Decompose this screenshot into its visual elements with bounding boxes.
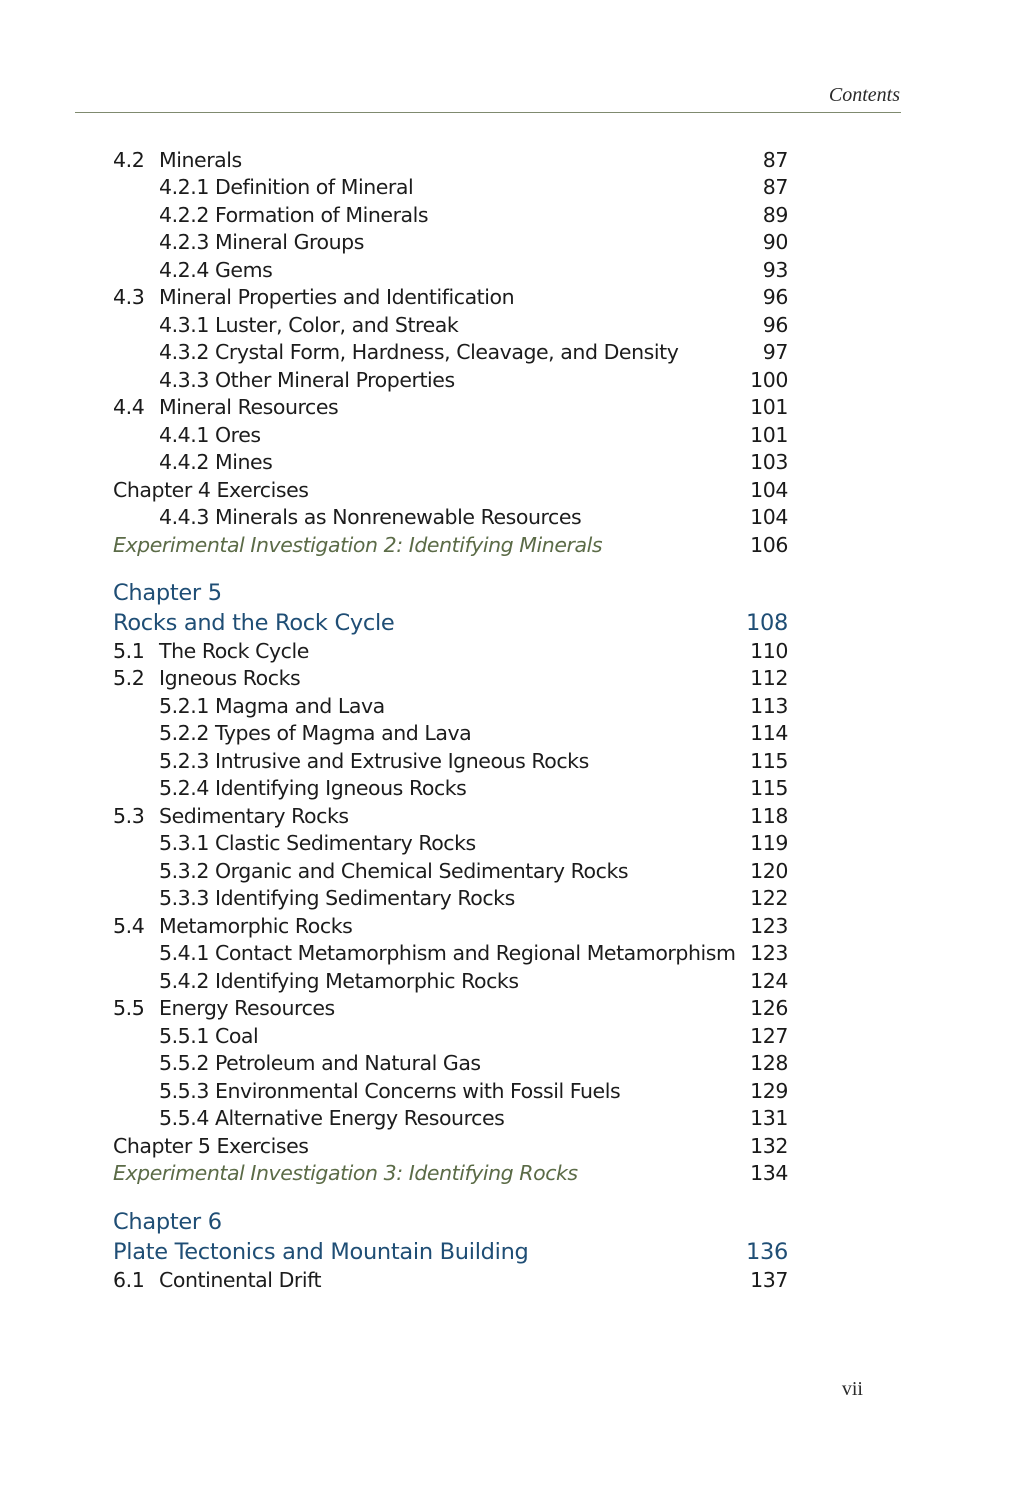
toc-page-number: 115	[750, 776, 788, 800]
toc-entry	[0, 995, 1013, 1021]
toc-entry-title: 5.2.3 Intrusive and Extrusive Igneous Rocks	[159, 749, 589, 773]
toc-page-number: 108	[745, 610, 788, 636]
toc-entry	[0, 968, 1013, 994]
toc-entry	[0, 284, 1013, 310]
toc-entry	[0, 1267, 1013, 1293]
toc-entry	[0, 638, 1013, 664]
toc-section-number: 4.3	[113, 285, 145, 309]
toc-page-number: 97	[762, 340, 788, 364]
toc-page-number: 96	[762, 313, 788, 337]
toc-entry-title: 4.2.2 Formation of Minerals	[159, 203, 429, 227]
toc-entry	[0, 504, 1013, 530]
toc-entry-title: 5.5.3 Environmental Concerns with Fossil Fuels	[159, 1079, 621, 1103]
toc-entry	[0, 885, 1013, 911]
toc-entry	[0, 580, 1013, 606]
toc-entry	[0, 532, 1013, 558]
toc-section-number: 6.1	[113, 1268, 145, 1292]
toc-page-number: 119	[750, 831, 788, 855]
toc-page-number: 103	[750, 450, 788, 474]
toc-entry	[0, 1050, 1013, 1076]
toc-entry	[0, 339, 1013, 365]
toc-entry	[0, 477, 1013, 503]
toc-entry-title: 4.2.4 Gems	[159, 258, 273, 282]
toc-entry	[0, 1078, 1013, 1104]
toc-section-number: 5.3	[113, 804, 145, 828]
toc-entry	[0, 1105, 1013, 1131]
toc-page-number: 106	[750, 533, 788, 557]
toc-page-number: 122	[750, 886, 788, 910]
toc-entry	[0, 229, 1013, 255]
toc-page-number: 87	[762, 148, 788, 172]
toc-entry	[0, 367, 1013, 393]
toc-entry-title: 5.2.4 Identifying Igneous Rocks	[159, 776, 467, 800]
toc-section-number: 4.2	[113, 148, 145, 172]
toc-page-number: 89	[762, 203, 788, 227]
toc-entry	[0, 720, 1013, 746]
toc-entry-title: Chapter 5	[113, 580, 222, 606]
toc-entry-title: 5.3.2 Organic and Chemical Sedimentary Rocks	[159, 859, 629, 883]
toc-entry-title: 5.5.1 Coal	[159, 1024, 259, 1048]
toc-entry-title: Chapter 4 Exercises	[113, 478, 309, 502]
toc-entry	[0, 913, 1013, 939]
toc-entry	[0, 147, 1013, 173]
toc-entry-title: 5.2.1 Magma and Lava	[159, 694, 385, 718]
toc-entry	[0, 422, 1013, 448]
toc-page-number: 126	[750, 996, 788, 1020]
toc-page-number: 134	[750, 1161, 788, 1185]
toc-page-number: 131	[750, 1106, 788, 1130]
toc-entry	[0, 202, 1013, 228]
toc-entry-title: Continental Drift	[159, 1268, 322, 1292]
toc-entry-title: Metamorphic Rocks	[159, 914, 353, 938]
toc-entry	[0, 312, 1013, 338]
toc-page-number: 123	[750, 914, 788, 938]
toc-entry-title: Rocks and the Rock Cycle	[113, 610, 395, 636]
toc-entry-title: 5.3.1 Clastic Sedimentary Rocks	[159, 831, 476, 855]
toc-entry	[0, 858, 1013, 884]
toc-entry-title: 4.4.1 Ores	[159, 423, 261, 447]
toc-page-number: 93	[762, 258, 788, 282]
toc-section-number: 5.2	[113, 666, 145, 690]
toc-section-number: 5.4	[113, 914, 145, 938]
toc-entry-title: 5.3.3 Identifying Sedimentary Rocks	[159, 886, 515, 910]
toc-entry	[0, 1023, 1013, 1049]
toc-entry-title: 5.2.2 Types of Magma and Lava	[159, 721, 472, 745]
toc-entry-title: Plate Tectonics and Mountain Building	[113, 1239, 529, 1265]
toc-entry	[0, 665, 1013, 691]
toc-page-number: 124	[750, 969, 788, 993]
toc-entry-title: Igneous Rocks	[159, 666, 301, 690]
toc-page-number: 96	[762, 285, 788, 309]
toc-entry-title: Mineral Resources	[159, 395, 339, 419]
toc-page-number: 120	[750, 859, 788, 883]
toc-entry-title: Chapter 6	[113, 1209, 222, 1235]
running-head: Contents	[828, 84, 900, 106]
toc-entry	[0, 1239, 1013, 1265]
toc-entry-title: 4.4.2 Mines	[159, 450, 273, 474]
toc-page-number: 113	[750, 694, 788, 718]
toc-entry	[0, 693, 1013, 719]
toc-section-number: 5.5	[113, 996, 145, 1020]
page-number: vii	[841, 1378, 863, 1400]
toc-entry-title: Energy Resources	[159, 996, 335, 1020]
toc-entry	[0, 1160, 1013, 1186]
toc-page-number: 112	[750, 666, 788, 690]
toc-section-number: 5.1	[113, 639, 145, 663]
toc-entry-title: Experimental Investigation 3: Identifying Rocks	[113, 1161, 578, 1185]
toc-entry-title: Mineral Properties and Identification	[159, 285, 515, 309]
toc-entry-title: Minerals	[159, 148, 242, 172]
toc-entry-title: 5.5.2 Petroleum and Natural Gas	[159, 1051, 481, 1075]
toc-entry-title: 4.3.3 Other Mineral Properties	[159, 368, 455, 392]
toc-entry	[0, 803, 1013, 829]
toc-page-number: 128	[750, 1051, 788, 1075]
toc-entry	[0, 748, 1013, 774]
toc-entry	[0, 830, 1013, 856]
toc-entry-title: 5.5.4 Alternative Energy Resources	[159, 1106, 505, 1130]
toc-entry	[0, 174, 1013, 200]
toc-entry-title: 4.3.1 Luster, Color, and Streak	[159, 313, 459, 337]
toc-page-number: 136	[745, 1239, 788, 1265]
toc-page-number: 104	[750, 478, 788, 502]
toc-entry	[0, 610, 1013, 636]
toc-entry-title: 4.2.3 Mineral Groups	[159, 230, 364, 254]
toc-entry	[0, 775, 1013, 801]
toc-section-number: 4.4	[113, 395, 145, 419]
toc-page-number: 114	[750, 721, 788, 745]
toc-page-number: 90	[762, 230, 788, 254]
toc-entry	[0, 1209, 1013, 1235]
toc-page-number: 110	[750, 639, 788, 663]
toc-entry-title: 4.4.3 Minerals as Nonrenewable Resources	[159, 505, 582, 529]
toc-page-number: 129	[750, 1079, 788, 1103]
toc-page-number: 115	[750, 749, 788, 773]
toc-page-number: 104	[750, 505, 788, 529]
toc-entry	[0, 1133, 1013, 1159]
toc-entry-title: The Rock Cycle	[159, 639, 309, 663]
toc-entry	[0, 449, 1013, 475]
toc-page-number: 123	[750, 941, 788, 965]
toc-page-number: 101	[750, 395, 788, 419]
toc-page-number: 132	[750, 1134, 788, 1158]
toc-page-number: 127	[750, 1024, 788, 1048]
toc-page-number: 87	[762, 175, 788, 199]
toc-page-number: 137	[750, 1268, 788, 1292]
toc-entry-title: 4.3.2 Crystal Form, Hardness, Cleavage, and Density	[159, 340, 679, 364]
toc-entry-title: 5.4.2 Identifying Metamorphic Rocks	[159, 969, 519, 993]
toc-entry-title: Sedimentary Rocks	[159, 804, 349, 828]
toc-entry	[0, 940, 1013, 966]
toc-page-number: 118	[750, 804, 788, 828]
toc-entry-title: 5.4.1 Contact Metamorphism and Regional Metamorphism	[159, 941, 736, 965]
toc-entry	[0, 394, 1013, 420]
toc-entry-title: Chapter 5 Exercises	[113, 1134, 309, 1158]
toc-entry	[0, 257, 1013, 283]
toc-page-number: 101	[750, 423, 788, 447]
toc-entry-title: 4.2.1 Definition of Mineral	[159, 175, 414, 199]
toc-page-number: 100	[750, 368, 788, 392]
toc-entry-title: Experimental Investigation 2: Identifying Minerals	[113, 533, 603, 557]
